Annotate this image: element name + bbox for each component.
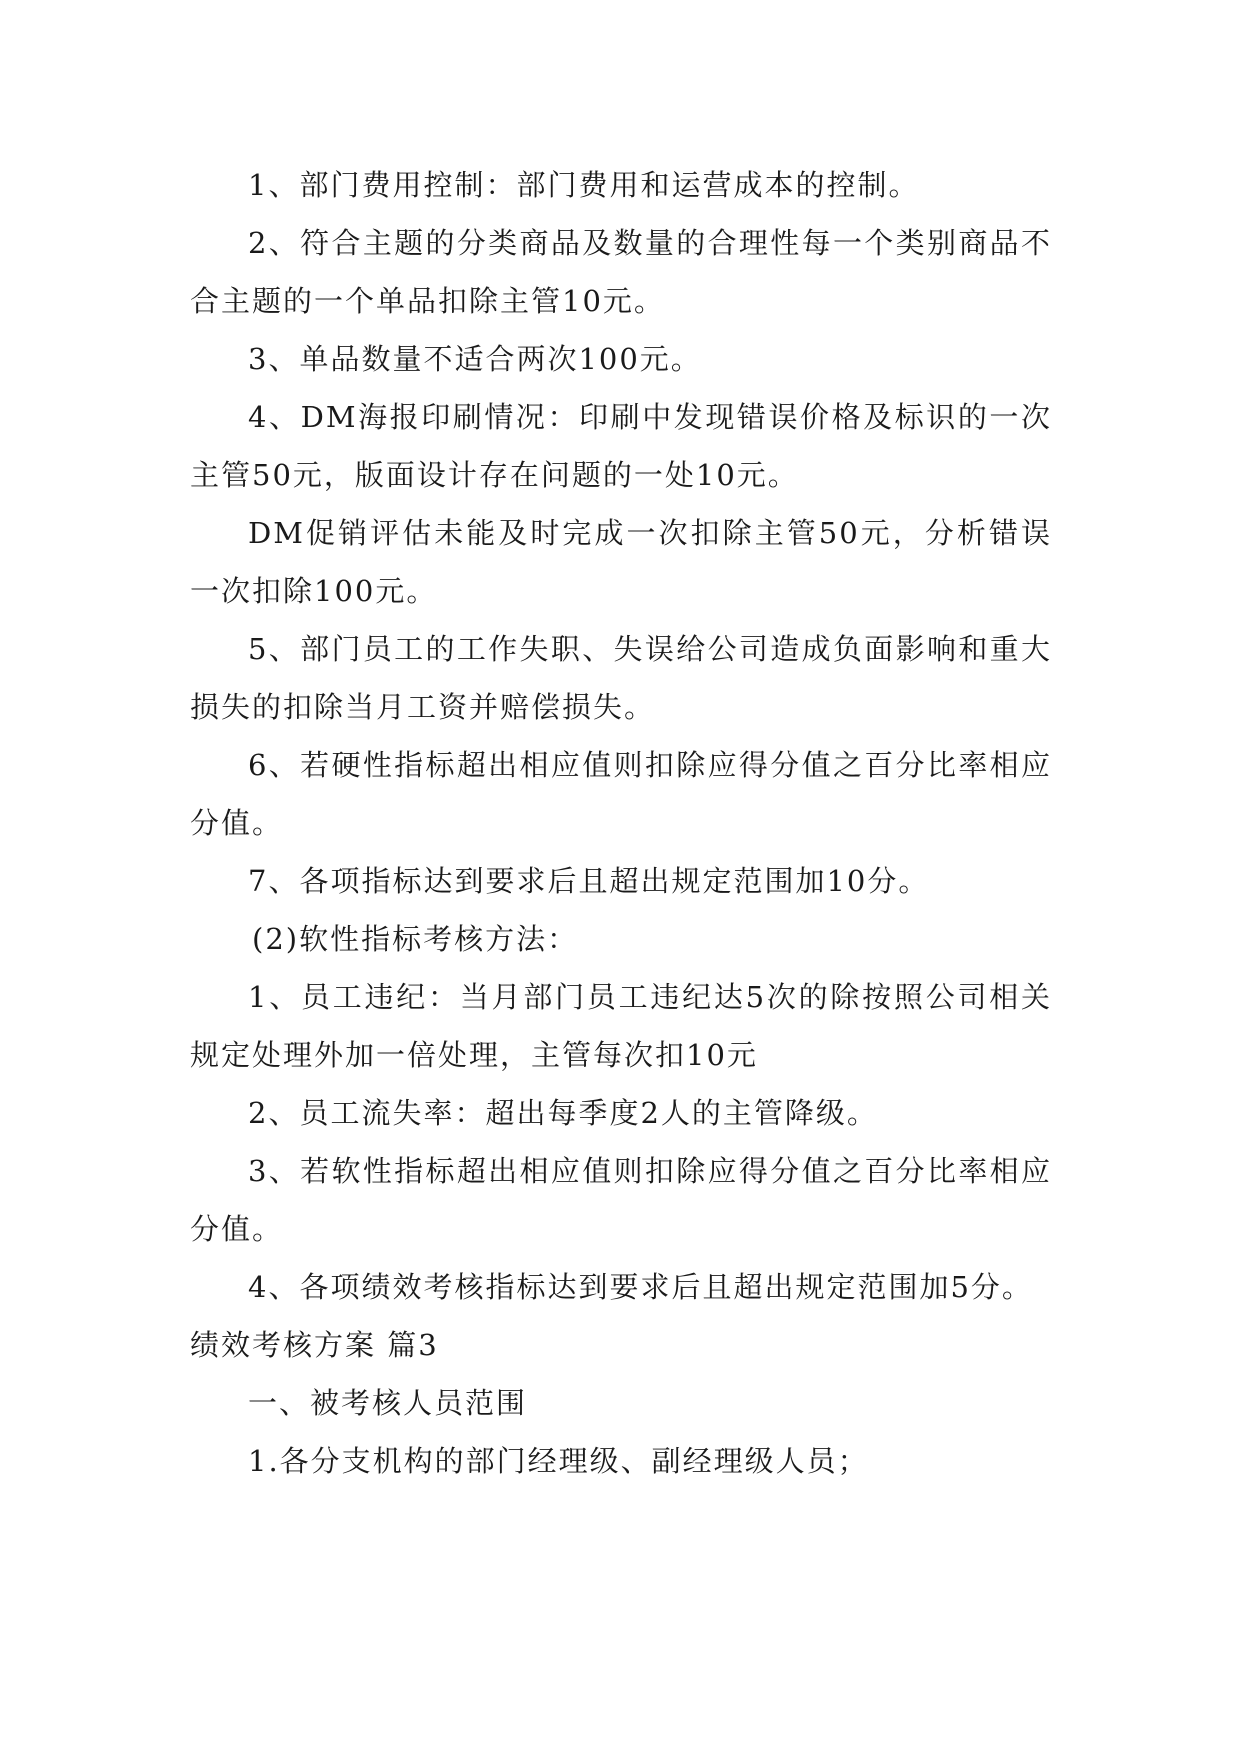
- paragraph-13: 4、各项绩效考核指标达到要求后且超出规定范围加5分。: [248, 1270, 1033, 1304]
- section-subheading: 一、被考核人员范围: [248, 1386, 528, 1420]
- paragraph-6: 5、部门员工的工作失职、失误给公司造成负面影响和重大损失的扣除当月工资并赔偿损失。: [190, 632, 1052, 724]
- paragraph-7: 6、若硬性指标超出相应值则扣除应得分值之百分比率相应分值。: [190, 748, 1052, 840]
- paragraph-4: 4、DM海报印刷情况：印刷中发现错误价格及标识的一次主管50元，版面设计存在问题的一处10元。: [190, 400, 1052, 492]
- paragraph-1: 1、部门费用控制：部门费用和运营成本的控制。: [248, 168, 920, 202]
- paragraph-10: 1、员工违纪：当月部门员工违纪达5次的除按照公司相关规定处理外加一倍处理，主管每次扣10元: [190, 980, 1052, 1072]
- paragraph-3: 3、单品数量不适合两次100元。: [248, 342, 702, 376]
- document-page: [190, 156, 1052, 1490]
- soft-indicator-heading: (2)软性指标考核方法：: [252, 922, 579, 956]
- paragraph-2: 2、符合主题的分类商品及数量的合理性每一个类别商品不合主题的一个单品扣除主管10元。: [190, 226, 1052, 318]
- section-title: 绩效考核方案 篇3: [190, 1328, 439, 1362]
- paragraph-5: DM促销评估未能及时完成一次扣除主管50元，分析错误一次扣除100元。: [190, 516, 1052, 608]
- paragraph-11: 2、员工流失率：超出每季度2人的主管降级。: [248, 1096, 878, 1130]
- paragraph-12: 3、若软性指标超出相应值则扣除应得分值之百分比率相应分值。: [190, 1154, 1052, 1246]
- paragraph-16: 1.各分支机构的部门经理级、副经理级人员；: [248, 1444, 869, 1478]
- paragraph-8: 7、各项指标达到要求后且超出规定范围加10分。: [248, 864, 930, 898]
